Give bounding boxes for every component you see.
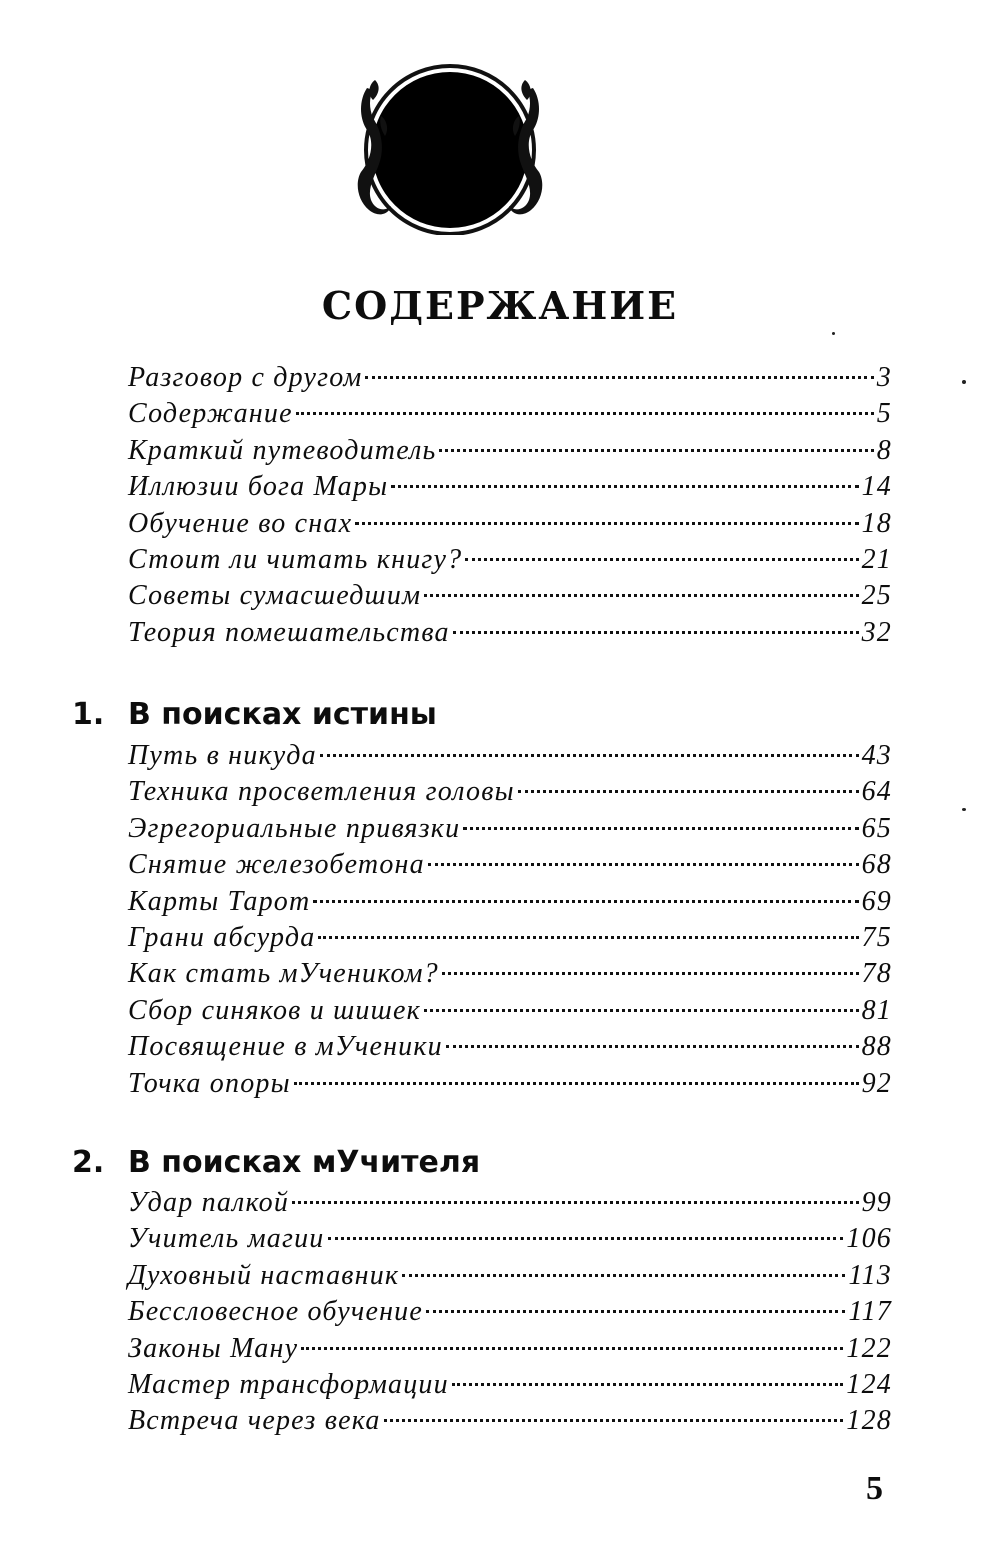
dot-leader [424,1009,859,1012]
toc-entry [128,1029,892,1065]
dot-leader [446,1045,859,1048]
section-title: В поисках мУчителя [128,1145,481,1180]
toc-entry-label: Эгрегориальные привязки [128,812,461,844]
toc-entry-label: Законы Ману [128,1332,299,1364]
toc-entry [128,956,892,992]
dot-leader [292,1201,859,1204]
toc-section-2-list [128,1185,892,1440]
dot-leader [365,376,873,379]
toc-entry-label: Краткий путеводитель [128,434,437,466]
toc-entry [128,811,892,847]
toc-entry [128,396,892,432]
toc-entry-page: 106 [846,1223,892,1255]
toc-entry-label: Обучение во снах [128,507,353,539]
toc-entry-page: 65 [861,812,892,844]
toc-entry-page: 3 [876,362,892,393]
dot-leader [428,863,859,866]
toc-entry-page: 92 [861,1067,892,1099]
toc-entry [128,469,892,505]
section-title: В поисках истины [128,697,437,732]
dot-leader [301,1347,843,1350]
page-title: СОДЕРЖАНИЕ [321,283,679,328]
toc-entry-page: 99 [861,1187,892,1218]
toc-entry [128,1258,892,1294]
toc-entry-label: Карты Тарот [128,885,311,917]
dot-leader [294,1082,859,1085]
toc-entry [128,1221,892,1257]
toc-entry-page: 43 [861,740,892,771]
toc-entry-label: Сбор синяков и шишек [128,994,421,1026]
toc-entry-label: Иллюзии бога Мары [128,471,389,503]
toc-entry [128,542,892,578]
toc-intro-list [128,360,892,651]
toc-entry-page: 75 [861,921,892,953]
dot-leader [452,1383,844,1386]
toc-entry [128,433,892,469]
page-number: 5 [866,1470,883,1507]
toc-entry-label: Посвящение в мУченики [128,1031,443,1063]
print-speck [832,332,835,335]
toc-entry-page: 69 [861,885,892,917]
toc-entry [128,1066,892,1102]
dot-leader [355,522,858,525]
toc-entry-page: 68 [861,849,892,881]
dot-leader [453,631,859,634]
toc-entry-label: Удар палкой [128,1187,290,1218]
toc-section-1-list [128,738,892,1102]
toc-entry [128,1403,892,1439]
dot-leader [439,449,873,452]
section-number: 2. [72,1145,105,1180]
toc-entry-page: 117 [848,1296,892,1328]
toc-entry-label: Теория помешательства [128,616,450,648]
section-heading [72,1143,480,1183]
toc-entry-page: 64 [861,776,892,808]
toc-entry-page: 78 [861,958,892,990]
toc-entry-page: 8 [876,434,892,466]
dot-leader [320,754,859,757]
dot-leader [465,558,858,561]
decorative-emblem [345,60,555,235]
toc-entry-label: Мастер трансформации [128,1368,449,1400]
toc-entry-label: Снятие железобетона [128,849,425,881]
dot-leader [391,485,858,488]
toc-entry [128,774,892,810]
print-speck [962,380,966,384]
toc-entry [128,1331,892,1367]
toc-entry-label: Духовный наставник [128,1259,400,1291]
toc-entry-page: 122 [846,1332,892,1364]
toc-entry-page: 5 [876,398,892,430]
toc-entry [128,578,892,614]
toc-entry-page: 21 [861,543,892,575]
toc-entry-label: Точка опоры [128,1067,291,1099]
dot-leader [426,1310,845,1313]
toc-entry-page: 25 [861,580,892,612]
toc-entry [128,1367,892,1403]
toc-entry [128,1185,892,1221]
toc-entry-label: Путь в никуда [128,740,317,771]
toc-entry-page: 124 [846,1368,892,1400]
toc-entry-label: Советы сумасшедшим [128,580,422,612]
toc-entry-page: 113 [848,1259,892,1291]
dot-leader [296,412,874,415]
toc-entry-label: Как стать мУчеником? [128,958,439,990]
toc-entry-page: 32 [861,616,892,648]
dot-leader [402,1274,845,1277]
toc-entry-label: Содержание [128,398,293,430]
dot-leader [518,790,859,793]
section-number: 1. [72,697,105,732]
dot-leader [463,827,858,830]
toc-entry [128,738,892,774]
toc-entry-page: 81 [861,994,892,1026]
toc-entry-label: Разговор с другом [128,362,363,393]
toc-entry-label: Стоит ли читать книгу? [128,543,463,575]
toc-entry [128,884,892,920]
dot-leader [384,1419,844,1422]
toc-entry-label: Грани абсурда [128,921,316,953]
toc-entry [128,920,892,956]
section-heading [72,695,437,735]
toc-entry [128,615,892,651]
toc-entry-page: 14 [861,471,892,503]
dot-leader [442,972,859,975]
dot-leader [328,1237,844,1240]
dot-leader [318,936,858,939]
toc-entry [128,360,892,396]
toc-entry-page: 88 [861,1031,892,1063]
toc-entry [128,847,892,883]
print-speck [962,808,966,811]
toc-entry [128,506,892,542]
toc-entry-label: Учитель магии [128,1223,325,1255]
dot-leader [424,594,858,597]
toc-entry [128,993,892,1029]
toc-entry-label: Встреча через века [128,1405,381,1437]
dot-leader [313,900,858,903]
toc-entry [128,1294,892,1330]
toc-entry-page: 128 [846,1405,892,1437]
toc-entry-label: Техника просветления головы [128,776,515,808]
toc-entry-label: Бессловесное обучение [128,1296,424,1328]
toc-entry-page: 18 [861,507,892,539]
